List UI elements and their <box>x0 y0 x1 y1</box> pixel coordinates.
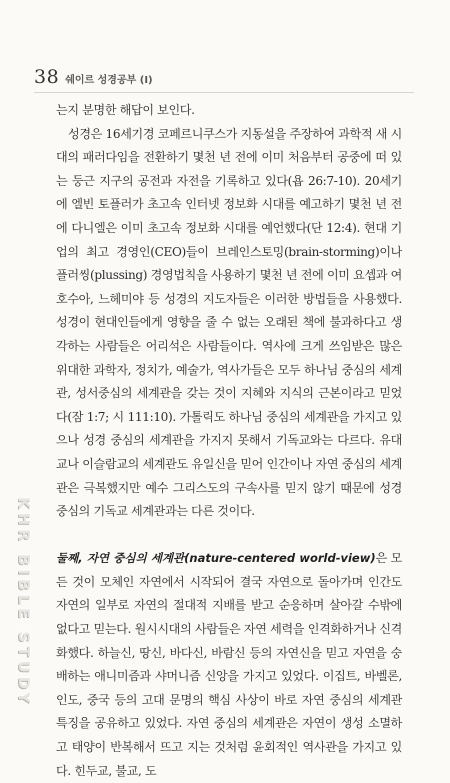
body-text <box>56 99 402 783</box>
section-heading-nature: 둘째, 자연 중심의 세계관(nature-centered world-view) <box>56 551 376 566</box>
header-divider <box>34 92 414 93</box>
side-watermark-label: KHR BIBLE STUDY <box>15 497 33 707</box>
paragraph-gap <box>56 524 402 548</box>
paragraph-continued: 는지 분명한 해답이 보인다. <box>56 103 195 117</box>
section-heading-tail: 은 <box>375 551 387 566</box>
page-number: 38 <box>34 66 60 88</box>
paragraph-nature <box>56 547 402 783</box>
paragraph-bible: 성경은 16세기경 코페르니쿠스가 지동설을 주장하여 과학적 새 시대의 패러다임을 전환하기 몇천 년 전에 이미 처음부터 공중에 떠 있는 둥근 지구의 공전과 자전을 기록하고 있다(욥 26:7-10). 20세기에 엘빈 토플러가 초고속 인터넷 정보화 시대를 예고하기 몇천 년 전에 다니엘은 이미 초고속 정보화 시대를 예언했다(단 12:4). 현대 기업의 최고 경영인(CEO)들이 브레인스토밍(brain-storming)이나 플러씽(plussing) 경영법칙을 사용하기 몇천 년 전에 이미 요셉과 여호수아, 느헤미야 등 성경의 지도자들은 이러한 방법들을 사용했다. 성경이 현대인들에게 영향을 줄 수 없는 오래된 책에 불과하다고 생각하는 사람들은 어리석은 사람들이다. 역사에 크게 쓰임받은 많은 위대한 과학자, 정치가, 예술가, 역사가들은 모두 하나님 중심의 세계관, 성서중심의 세계관을 갖는 것이 지혜와 지식의 근본이라고 믿었다(잠 1:7; 시 111:10). 가톨릭도 하나님 중심의 세계관을 가지고 있으나 성경 중심의 세계관을 가지지 못해서 기독교와는 다르다. 유대교나 이슬람교의 세계관도 유일신을 믿어 인간이나 자연 중심의 세계관은 극복했지만 예수 그리스도의 구속사를 믿지 않기 때문에 성경 중심의 기독교 세계관과는 다른 것이다. <box>56 126 402 519</box>
paragraph-nature-text: 모든 것이 모체인 자연에서 시작되어 결국 자연으로 돌아가며 인간도 자연의 일부로 자연의 절대적 지배를 받고 순응하며 살아갈 수밖에 없다고 믿는다. 원시시대의 사람들은 자연 세력을 인격화하거나 신격화했다. 하늘신, 땅신, 바다신, 바람신 등의 자연신을 믿고 자연을 숭배하는 애니미즘과 샤머니즘 신앙을 가지고 있었다. 이집트, 바벨론, 인도, 중국 등의 고대 문명의 핵심 사상이 바로 자연 중심의 세계관 특징을 공유하고 있었다. 자연 중심의 세계관은 자연이 생성 소멸하고 태양이 반복해서 뜨고 지는 것처럼 윤회적인 역사관을 가지고 있다. 힌두교, 불교, 도 <box>56 551 403 778</box>
running-title: 쉐이르 성경공부 (I) <box>65 75 153 86</box>
page-header <box>34 66 153 88</box>
